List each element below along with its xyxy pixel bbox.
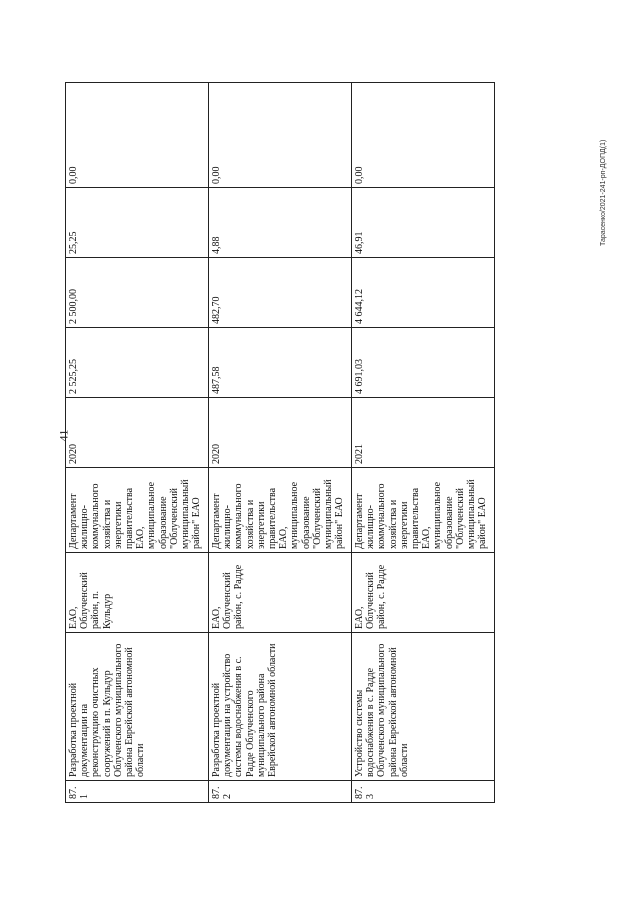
- location: ЕАО, Облученский район, с. Радде: [209, 553, 352, 633]
- regional-amount: 46,91: [352, 188, 495, 258]
- local-amount: 0,00: [66, 83, 209, 188]
- executor: Департамент жилищно-коммунального хозяйства и энергетики правительства ЕАО, муниципальное образование "Облученский муниципальный район" ЕАО: [66, 468, 209, 553]
- row-number: 87.2: [209, 781, 352, 803]
- executor: Департамент жилищно-коммунального хозяйства и энергетики правительства ЕАО, муниципальное образование "Облученский муниципальный район" ЕАО: [209, 468, 352, 553]
- executor: Департамент жилищно-коммунального хозяйства и энергетики правительства ЕАО, муниципальное образование "Облученский муниципальный район" ЕАО: [352, 468, 495, 553]
- work-name: Разработка проектной документации на устройство системы водоснабжения в с. Радде Облученского муниципального района Еврейской автономной области: [209, 633, 352, 781]
- work-name: Устройство системы водоснабжения в с. Радде Облученского муниципального района Еврейской автономной области: [352, 633, 495, 781]
- federal-amount: 2 500,00: [66, 258, 209, 328]
- row-number: 87.3: [352, 781, 495, 803]
- program-table: [65, 82, 495, 803]
- document-reference: Тарасенко/2021-241-рп-ДОПД(1): [600, 139, 607, 246]
- location: ЕАО, Облученский район, п. Кульдур: [66, 553, 209, 633]
- row-number: 87.1: [66, 781, 209, 803]
- year: 2021: [352, 398, 495, 468]
- table-row: [66, 83, 209, 803]
- total-amount: 4 691,03: [352, 328, 495, 398]
- table-row: [352, 83, 495, 803]
- location: ЕАО, Облученский район, с. Радде: [352, 553, 495, 633]
- federal-amount: 482,70: [209, 258, 352, 328]
- program-table-rotated: [65, 83, 495, 803]
- total-amount: 2 525,25: [66, 328, 209, 398]
- regional-amount: 4,88: [209, 188, 352, 258]
- work-name: Разработка проектной документации на реконструкцию очистных сооружений в п. Кульдур Облученского муниципального района Еврейской автономной области: [66, 633, 209, 781]
- local-amount: 0,00: [209, 83, 352, 188]
- year: 2020: [209, 398, 352, 468]
- year: 2020: [66, 398, 209, 468]
- table-row: [209, 83, 352, 803]
- regional-amount: 25,25: [66, 188, 209, 258]
- local-amount: 0,00: [352, 83, 495, 188]
- page-number: 41: [56, 429, 71, 442]
- federal-amount: 4 644,12: [352, 258, 495, 328]
- total-amount: 487,58: [209, 328, 352, 398]
